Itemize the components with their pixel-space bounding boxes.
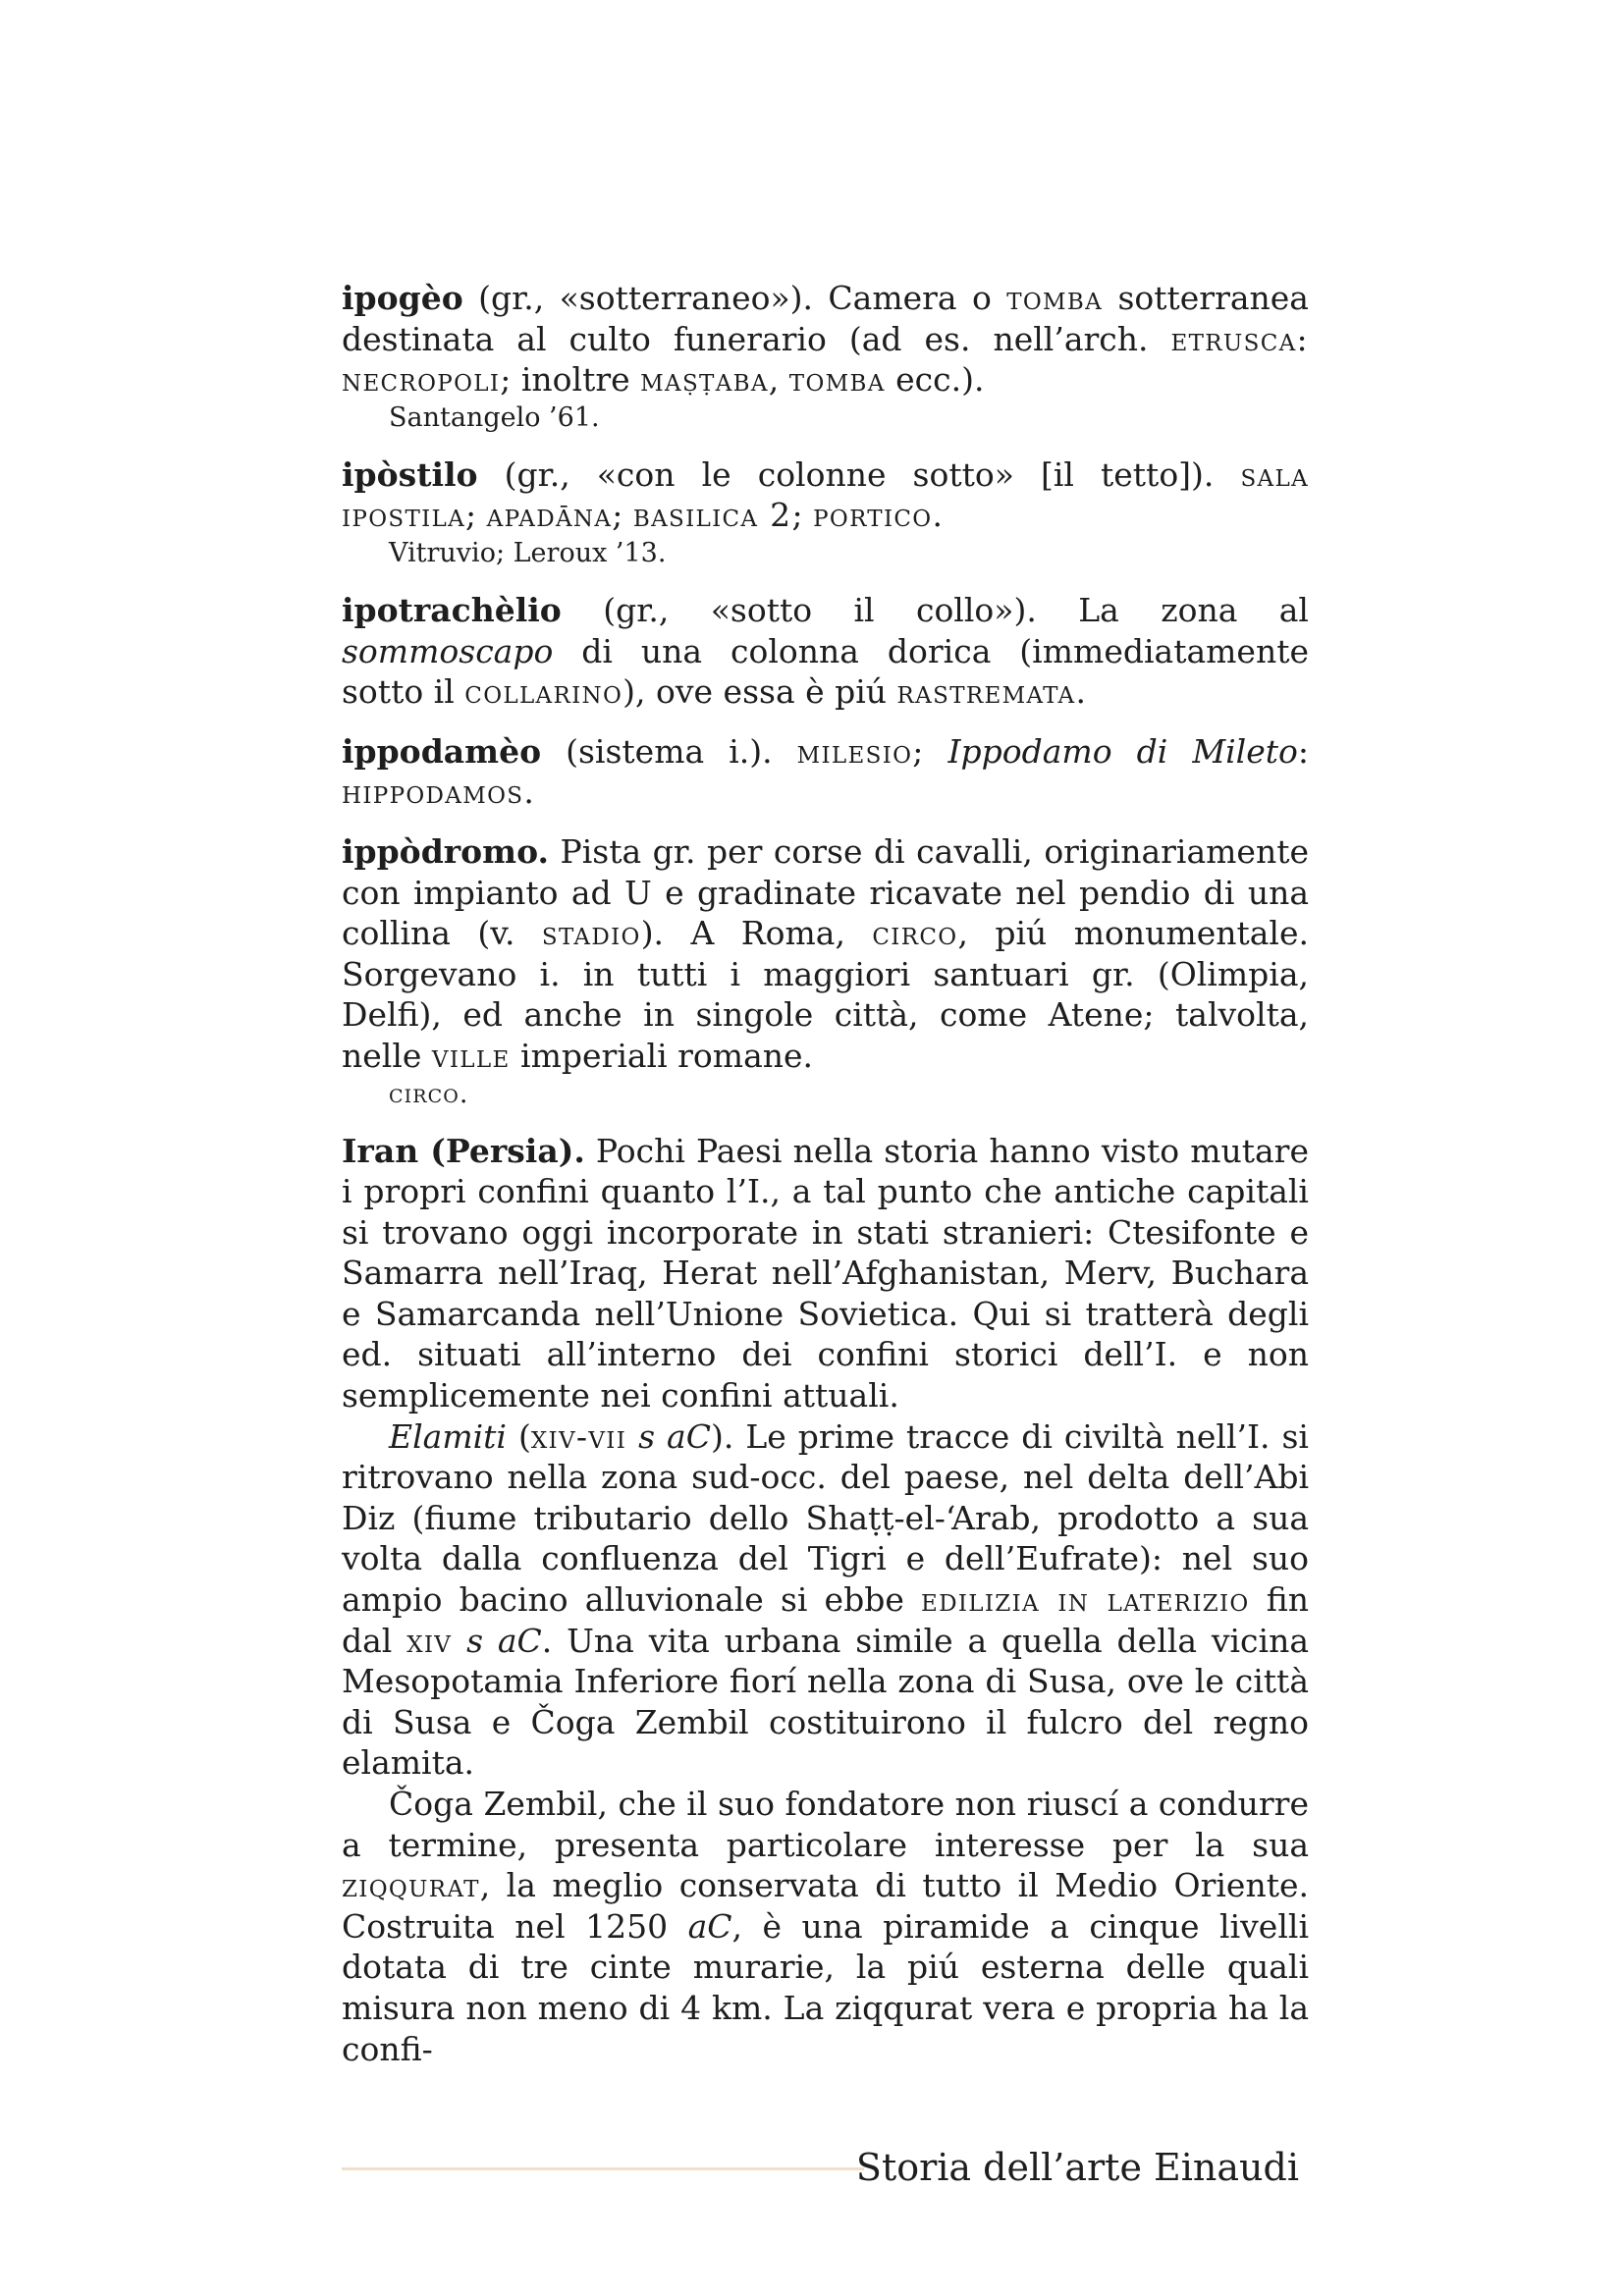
entry-references	[342, 536, 1309, 571]
cross-reference: ville	[431, 1036, 511, 1075]
dictionary-entry	[342, 454, 1309, 571]
text-run	[452, 1622, 466, 1660]
cross-reference: collarino	[464, 672, 623, 712]
entry-references	[342, 1077, 1309, 1112]
text-run: Pista gr. per corse di cavalli, originariamente con impianto ad U e gradinate ricavate nel pendio di una collina (v.	[342, 831, 1309, 953]
text-run: ;	[912, 731, 948, 771]
footer-title: Storia dell’arte Einaudi	[855, 2146, 1299, 2189]
italic-term: s aC	[466, 1621, 542, 1660]
entry-paragraph	[342, 1784, 1309, 2069]
text-run: Pochi Paesi nella storia hanno visto mutare i propri confini quanto l’I., a tal punto che antiche capitali si trovano oggi incorporate in stati stranieri: Ctesifonte e Samarra nell’Iraq, Herat nell’Afghanistan, Merv, Buchara e Samarcanda nell’Unione Sovietica. Qui si tratterà degli ed. situati all’interno dei confini storici dell’I. e non semplicemente nei confini attuali.	[342, 1131, 1309, 1415]
cross-reference: edilizia in laterizio	[921, 1580, 1250, 1620]
text-run	[626, 1417, 638, 1456]
text-run: ). Le prime tracce di civiltà nell’I. si ritrovano nella zona sud-occ. del paese, nel delta dell’Abi Diz (fiume tributario dello Shaṭṭ-el-‘Arab, prodotto a sua volta dalla confluenza del Tigri e dell’Eufrate): nel suo ampio bacino alluvionale si ebbe	[342, 1416, 1309, 1620]
text-run: ecc.).	[885, 360, 985, 400]
text-run: ;	[791, 496, 814, 535]
entry-paragraph	[342, 278, 1309, 400]
italic-term: s aC	[638, 1416, 711, 1456]
text-run: , la meglio conservata di tutto il Medio Oriente. Costruita nel 1250	[342, 1866, 1309, 1946]
entry-headword: ippodamèo	[342, 731, 542, 771]
text-run: Vitruvio; Leroux ’13.	[389, 537, 667, 568]
text-run: (gr., «sotto il collo»). La zona al	[561, 590, 1309, 629]
text-run: ; inoltre	[500, 360, 641, 400]
dictionary-entry	[342, 831, 1309, 1112]
text-run: .	[932, 496, 943, 535]
cross-reference: milesio	[796, 731, 913, 771]
entry-paragraph	[342, 831, 1309, 1077]
dictionary-entry	[342, 278, 1309, 436]
entry-paragraph	[342, 731, 1309, 813]
text-run: .	[1075, 672, 1086, 712]
cross-reference: circo	[872, 914, 958, 953]
cross-reference: hippodamos	[342, 773, 524, 812]
text-run: , piú monumentale. Sorgevano i. in tutti i maggiori santuari gr. (Olimpia, Delfi), ed anche in singole città, come Atene; talvolta, nelle	[342, 914, 1310, 1075]
cross-reference: rastremata	[896, 672, 1076, 712]
cross-reference: ziqqurat	[342, 1866, 480, 1905]
text-run: ,	[768, 360, 789, 400]
entry-paragraph	[342, 454, 1309, 536]
entry-paragraph	[342, 1416, 1309, 1784]
italic-term: Elamiti	[389, 1416, 507, 1456]
cross-reference: maṣṭaba	[640, 360, 769, 400]
text-run: :	[1297, 731, 1309, 771]
text-run: fin dal	[342, 1580, 1309, 1660]
text-run: , è una piramide a cinque livelli dotata di tre cinte murarie, la piú esterna delle quali misura non meno di 4 km. La ziqqurat vera e propria ha la confi-	[342, 1906, 1309, 2068]
entry-headword: ipotrachèlio	[342, 590, 562, 629]
dictionary-entry	[342, 590, 1309, 713]
cross-reference: portico	[813, 496, 933, 535]
entry-paragraph	[342, 1131, 1309, 1416]
text-run: .	[523, 773, 534, 812]
italic-term: Ippodamo di Mileto	[947, 731, 1298, 771]
cross-reference: tomba	[788, 360, 886, 400]
text-run: sotterranea destinata al culto funerario (ad es. nell’arch.	[342, 279, 1309, 358]
footer-rule	[342, 2167, 864, 2170]
cross-reference: sala ipostila	[342, 454, 1309, 535]
dictionary-page	[342, 278, 1309, 2088]
cross-reference: stadio	[541, 914, 641, 953]
italic-term: sommoscapo	[342, 631, 554, 670]
entry-headword: ipogèo	[342, 279, 463, 317]
cross-reference: xiv	[406, 1621, 453, 1660]
text-run: Čoga Zembil, che il suo fondatore non riuscí a condurre a termine, presenta particolare interesse per la sua	[342, 1785, 1309, 1864]
cross-reference: basilica 2	[632, 496, 792, 535]
text-run: imperiali romane.	[510, 1036, 814, 1075]
text-run: (sistema i.).	[541, 731, 797, 771]
text-run: ), ove essa è piú	[622, 672, 897, 712]
entry-paragraph	[342, 590, 1309, 713]
dictionary-entry	[342, 1131, 1309, 2070]
text-run: (gr., «sotterraneo»). Camera o	[462, 279, 1007, 317]
entry-headword: ippòdromo.	[342, 831, 550, 871]
text-run: .	[459, 1078, 468, 1109]
text-run: di una colonna dorica (immediatamente sotto il	[342, 631, 1309, 712]
text-run: ;	[612, 496, 633, 535]
cross-reference: circo	[389, 1078, 460, 1109]
entry-references	[342, 400, 1309, 436]
text-run: (	[506, 1416, 531, 1456]
text-run: ;	[465, 496, 487, 535]
cross-reference: etrusca: necropoli	[342, 319, 1309, 400]
text-run: . Una vita urbana simile a quella della vicina Mesopotamia Inferiore fiorí nella zona di Susa, ove le città di Susa e Čoga Zembil costituirono il fulcro del regno elamita.	[342, 1621, 1309, 1783]
text-run: ). A Roma,	[640, 914, 873, 953]
cross-reference: tomba	[1006, 279, 1104, 317]
italic-term: aC	[687, 1906, 732, 1946]
entry-headword: Iran (Persia).	[342, 1131, 585, 1170]
text-run: (gr., «con le colonne sotto» [il tetto]).	[477, 454, 1241, 494]
cross-reference: apadāna	[486, 496, 613, 535]
text-run: Santangelo ’61.	[389, 401, 600, 433]
cross-reference: xiv-vii	[530, 1416, 627, 1456]
dictionary-entry	[342, 731, 1309, 813]
entry-headword: ipòstilo	[342, 454, 478, 494]
